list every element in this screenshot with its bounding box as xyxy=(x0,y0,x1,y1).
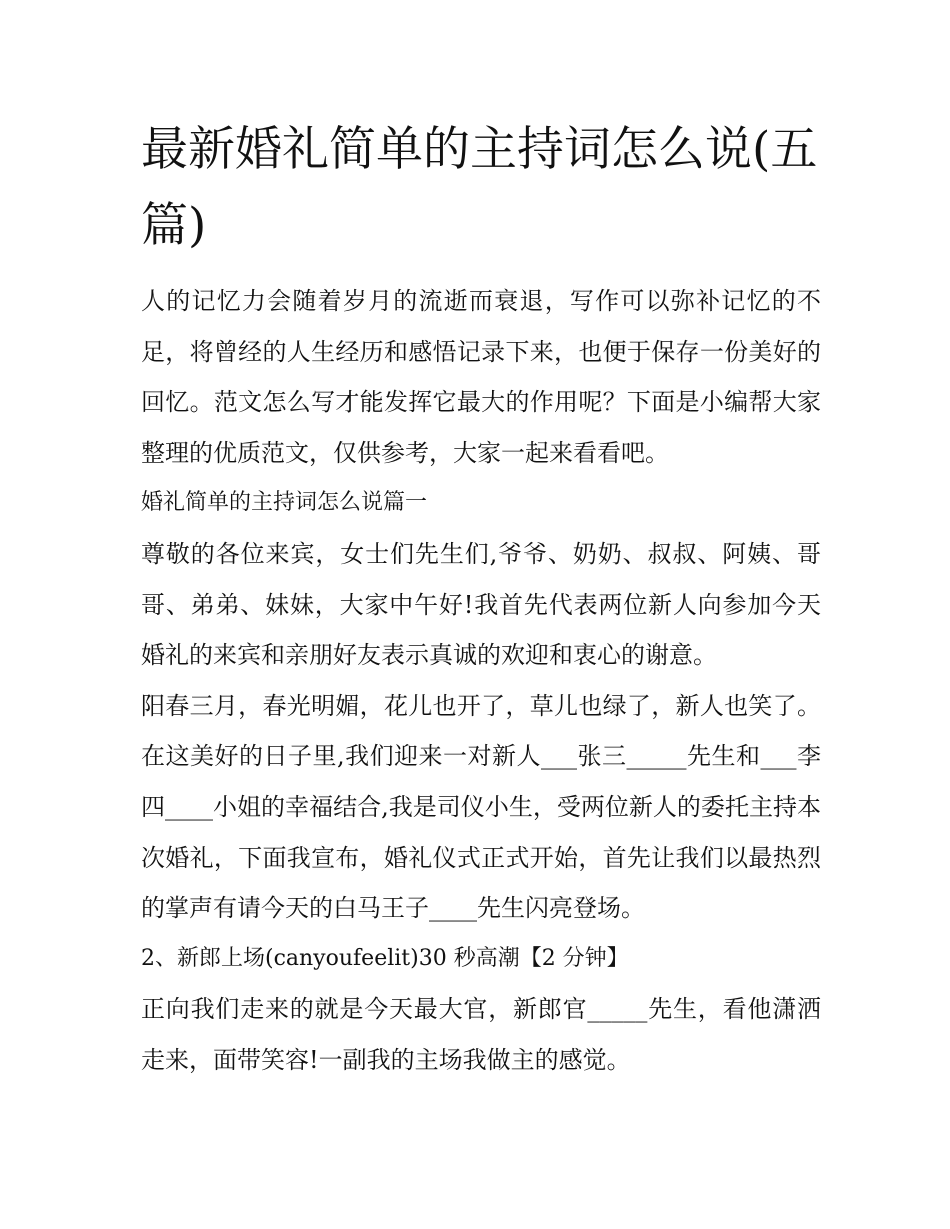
section-heading: 婚礼简单的主持词怎么说篇一 xyxy=(141,490,428,516)
intro-paragraph: 人的记忆力会随着岁月的流逝而衰退，写作可以弥补记忆的不足，将曾经的人生经历和感悟记录下来，也便于保存一份美好的回忆。范文怎么写才能发挥它最大的作用呢？下面是小编帮大家整理的优质范文，仅供参考，大家一起来看看吧。 xyxy=(141,287,821,467)
document-page xyxy=(141,112,821,1086)
subheading-groom-entrance: 2、新郎上场(canyoufeelit)30 秒高潮【2 分钟】 xyxy=(141,945,629,971)
paragraph-greeting: 尊敬的各位来宾，女士们先生们,爷爷、奶奶、叔叔、阿姨、哥哥、弟弟、妹妹，大家中午好!我首先代表两位新人向参加今天婚礼的来宾和亲朋好友表示真诚的欢迎和衷心的谢意。 xyxy=(141,539,821,670)
paragraph-opening: 阳春三月，春光明媚，花儿也开了，草儿也绿了，新人也笑了。在这美好的日子里,我们迎来一对新人___张三_____先生和___李四____小姐的幸福结合,我是司仪小生，受两位新人的委托主持本次婚礼，下面我宣布，婚礼仪式正式开始，首先让我们以最热烈的掌声有请今天的白马王子____先生闪亮登场。 xyxy=(141,691,821,923)
paragraph-groom: 正向我们走来的就是今天最大官，新郎官_____先生，看他潇洒走来，面带笑容!一副我的主场我做主的感觉。 xyxy=(141,995,821,1074)
document-title: 最新婚礼简单的主持词怎么说(五篇) xyxy=(141,122,818,253)
